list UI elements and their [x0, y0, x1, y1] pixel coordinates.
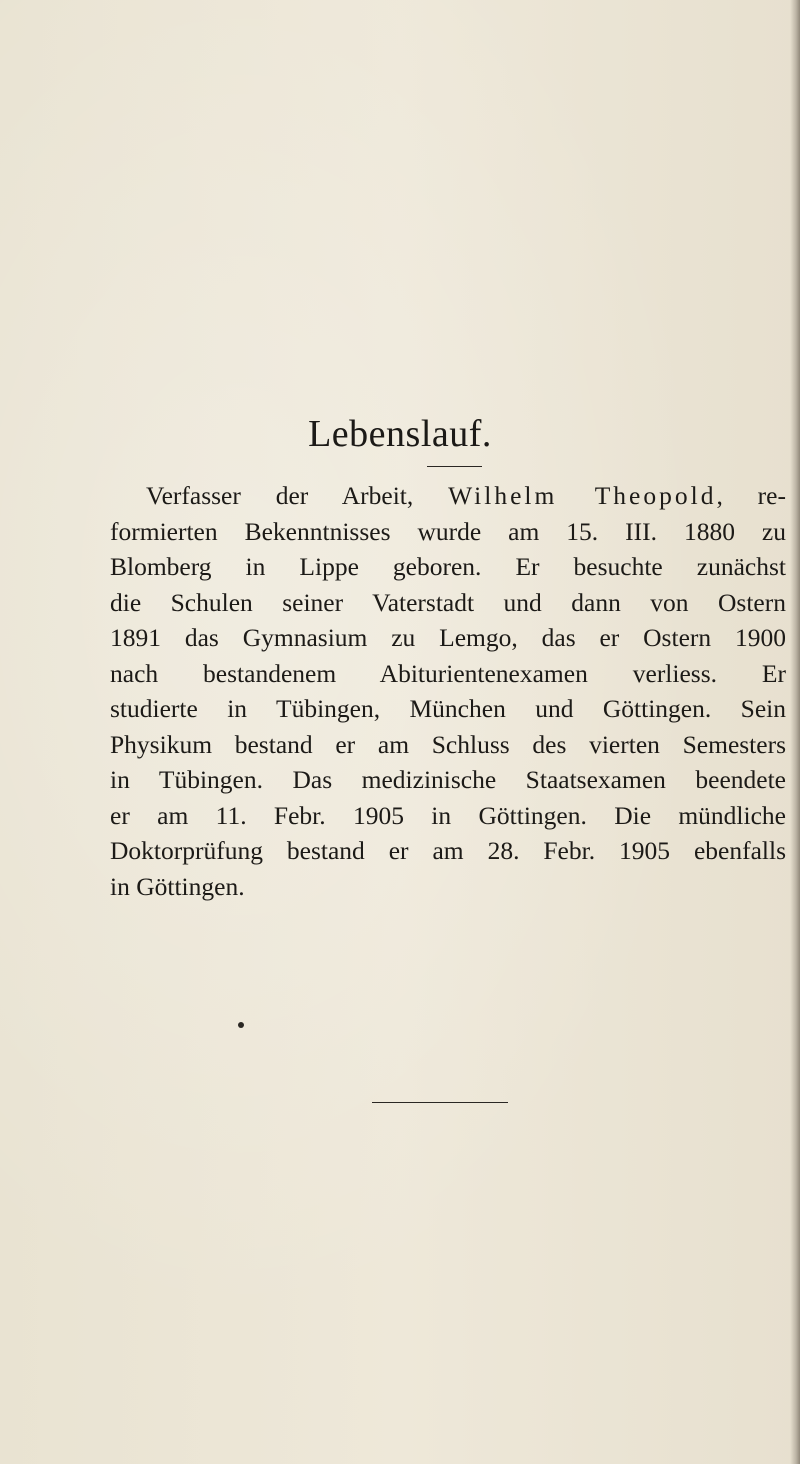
text-line: Doktorprüfung bestand er am 28. Febr. 1905 ebenfalls — [110, 836, 786, 865]
page-edge-shadow — [790, 0, 800, 1464]
closing-divider — [372, 1102, 508, 1103]
text-segment: , re- — [716, 481, 786, 510]
text-line: in Göttingen. — [110, 871, 245, 901]
text-segment: Verfasser der Arbeit, — [146, 481, 449, 510]
text-line: in Tübingen. Das medizinische Staatsexamen beendete — [110, 765, 786, 794]
text-line: formierten Bekenntnisses wurde am 15. III. 1880 zu — [110, 516, 786, 546]
page-title: Lebenslauf. — [308, 413, 492, 455]
biography-paragraph — [110, 478, 786, 904]
text-line: die Schulen seiner Vaterstadt und dann von Ostern — [110, 587, 786, 617]
ink-dot — [238, 1022, 244, 1028]
text-line: Physikum bestand er am Schluss des vierten Semesters — [110, 729, 786, 759]
text-line: 1891 das Gymnasium zu Lemgo, das er Ostern 1900 — [110, 623, 786, 652]
author-name: Wilhelm Theopold — [448, 481, 717, 510]
text-line: studierte in Tübingen, München und Göttingen. Sein — [110, 694, 786, 723]
text-line: nach bestandenem Abiturientenexamen verliess. Er — [110, 658, 786, 688]
text-line: er am 11. Febr. 1905 in Göttingen. Die mündliche — [110, 800, 786, 830]
title-divider — [427, 466, 482, 467]
text-line: Blomberg in Lippe geboren. Er besuchte zunächst — [110, 552, 786, 581]
text-line — [110, 478, 786, 514]
